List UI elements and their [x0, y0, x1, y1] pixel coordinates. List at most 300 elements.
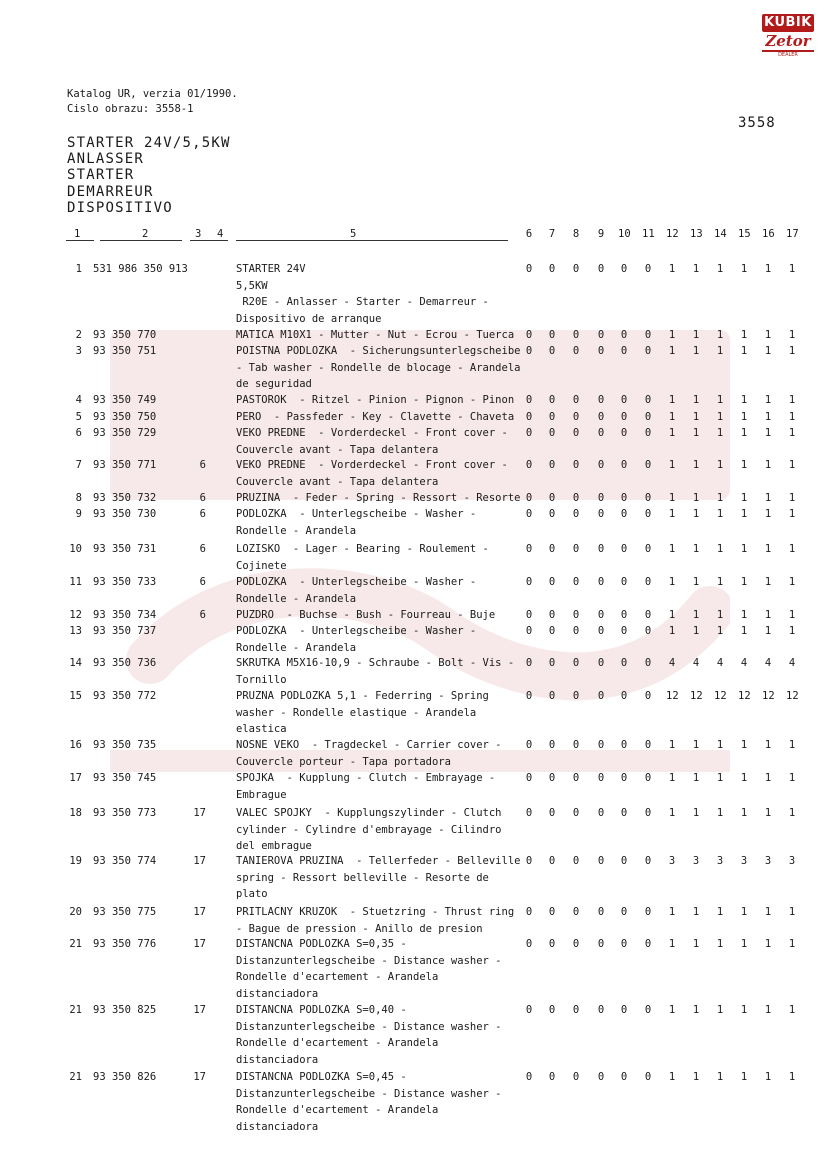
part-number: 93 350 775 — [93, 906, 157, 918]
quantity-cell: 1 — [716, 394, 724, 406]
quantity-cell: 0 — [597, 492, 605, 504]
quantity-cell: 4 — [740, 657, 748, 669]
quantity-cell: 0 — [525, 576, 533, 588]
quantity-cell: 1 — [788, 938, 796, 950]
quantity-cell: 1 — [668, 739, 676, 751]
quantity-cell: 1 — [692, 329, 700, 341]
quantity-cell: 0 — [525, 855, 533, 867]
quantity-cell: 1 — [668, 576, 676, 588]
part-description: LOZISKO - Lager - Bearing - Roulement - Cojinete — [236, 543, 489, 572]
quantity-cell: 1 — [788, 427, 796, 439]
quantity-cell: 1 — [716, 1071, 724, 1083]
part-number: 93 350 770 — [93, 329, 157, 341]
quantity-cell: 0 — [572, 609, 580, 621]
part-description: DISTANCNA PODLOZKA S=0,40 - Distanzunterlegscheibe - Distance washer - Rondelle d'ecartement - Arandela distanciadora — [236, 1004, 502, 1066]
title-es: DISPOSITIVO — [67, 199, 173, 216]
quantity-cell: 4 — [764, 657, 772, 669]
quantity-cell: 0 — [548, 492, 556, 504]
ref-column: 17 — [193, 807, 206, 819]
quantity-cell: 1 — [716, 576, 724, 588]
quantity-cell: 1 — [716, 772, 724, 784]
quantity-cell: 1 — [740, 345, 748, 357]
quantity-cell: 0 — [644, 609, 652, 621]
quantity-cell: 1 — [788, 459, 796, 471]
qty-col-header: 11 — [642, 228, 655, 240]
quantity-cell: 0 — [620, 609, 628, 621]
ref-column: 17 — [193, 855, 206, 867]
quantity-cell: 0 — [620, 459, 628, 471]
quantity-cell: 0 — [644, 1004, 652, 1016]
quantity-cell: 0 — [525, 508, 533, 520]
quantity-cell: 0 — [548, 1071, 556, 1083]
quantity-cell: 0 — [548, 345, 556, 357]
quantity-cell: 0 — [597, 394, 605, 406]
quantity-cell: 1 — [764, 345, 772, 357]
quantity-cell: 1 — [692, 263, 700, 275]
quantity-cell: 1 — [716, 938, 724, 950]
quantity-cell: 1 — [668, 263, 676, 275]
part-description: SPOJKA - Kupplung - Clutch - Embrayage - Embrague — [236, 772, 496, 801]
quantity-cell: 0 — [620, 1071, 628, 1083]
quantity-cell: 1 — [668, 807, 676, 819]
quantity-cell: 0 — [597, 459, 605, 471]
ref-column: 17 — [193, 938, 206, 950]
header-rule — [190, 240, 228, 241]
quantity-cell: 0 — [548, 807, 556, 819]
part-number: 93 350 750 — [93, 411, 157, 423]
item-number: 13 — [69, 625, 82, 637]
quantity-cell: 12 — [714, 690, 727, 702]
item-number: 3 — [75, 345, 82, 357]
part-number: 93 350 749 — [93, 394, 157, 406]
quantity-cell: 1 — [716, 1004, 724, 1016]
quantity-cell: 0 — [644, 739, 652, 751]
quantity-cell: 1 — [740, 1071, 748, 1083]
quantity-cell: 1 — [740, 329, 748, 341]
quantity-cell: 0 — [525, 492, 533, 504]
quantity-cell: 1 — [788, 625, 796, 637]
quantity-cell: 0 — [548, 657, 556, 669]
quantity-cell: 0 — [620, 625, 628, 637]
quantity-cell: 1 — [668, 459, 676, 471]
part-number: 93 350 774 — [93, 855, 157, 867]
quantity-cell: 1 — [716, 609, 724, 621]
quantity-cell: 1 — [692, 427, 700, 439]
quantity-cell: 0 — [572, 855, 580, 867]
part-description: POISTNA PODLOZKA - Sicherungsunterlegscheibe - Tab washer - Rondelle de blocage - Arandela de seguridad — [236, 345, 521, 390]
part-description: PASTOROK - Ritzel - Pinion - Pignon - Pinon — [236, 394, 515, 406]
part-number: 93 350 751 — [93, 345, 157, 357]
quantity-cell: 0 — [644, 938, 652, 950]
part-number: 93 350 729 — [93, 427, 157, 439]
quantity-cell: 0 — [644, 906, 652, 918]
quantity-cell: 1 — [716, 807, 724, 819]
quantity-cell: 1 — [692, 576, 700, 588]
part-number: 93 350 737 — [93, 625, 157, 637]
catalog-version: Katalog UR, verzia 01/1990. — [67, 88, 238, 100]
quantity-cell: 1 — [692, 807, 700, 819]
quantity-cell: 3 — [716, 855, 724, 867]
quantity-cell: 1 — [716, 492, 724, 504]
quantity-cell: 0 — [572, 508, 580, 520]
quantity-cell: 1 — [788, 508, 796, 520]
quantity-cell: 1 — [788, 739, 796, 751]
ref-column: 6 — [199, 543, 206, 555]
quantity-cell: 1 — [692, 906, 700, 918]
quantity-cell: 0 — [597, 690, 605, 702]
quantity-cell: 1 — [788, 263, 796, 275]
quantity-cell: 0 — [620, 576, 628, 588]
title-en: STARTER — [67, 167, 135, 184]
quantity-cell: 0 — [644, 1071, 652, 1083]
quantity-cell: 1 — [740, 807, 748, 819]
part-description: SKRUTKA M5X16-10,9 - Schraube - Bolt - Vis - Tornillo — [236, 657, 515, 686]
quantity-cell: 0 — [525, 906, 533, 918]
quantity-cell: 0 — [525, 543, 533, 555]
quantity-cell: 1 — [764, 739, 772, 751]
quantity-cell: 0 — [597, 807, 605, 819]
quantity-cell: 1 — [740, 609, 748, 621]
quantity-cell: 1 — [692, 1071, 700, 1083]
item-number: 21 — [69, 1004, 82, 1016]
quantity-cell: 0 — [525, 938, 533, 950]
quantity-cell: 1 — [788, 576, 796, 588]
quantity-cell: 0 — [597, 263, 605, 275]
quantity-cell: 1 — [740, 411, 748, 423]
quantity-cell: 0 — [644, 411, 652, 423]
part-number: 93 350 826 — [93, 1071, 157, 1083]
ref-column: 6 — [199, 609, 206, 621]
logo-zetor-text: Zetor — [765, 32, 811, 50]
logo-dealer-text: DEALER — [762, 50, 814, 59]
quantity-cell: 0 — [620, 690, 628, 702]
quantity-cell: 0 — [525, 411, 533, 423]
qty-col-header: 8 — [572, 228, 580, 240]
quantity-cell: 0 — [548, 427, 556, 439]
quantity-cell: 0 — [620, 263, 628, 275]
quantity-cell: 1 — [788, 906, 796, 918]
quantity-cell: 0 — [572, 543, 580, 555]
quantity-cell: 1 — [764, 492, 772, 504]
item-number: 17 — [69, 772, 82, 784]
quantity-cell: 0 — [572, 345, 580, 357]
quantity-cell: 0 — [644, 657, 652, 669]
quantity-cell: 1 — [668, 394, 676, 406]
quantity-cell: 0 — [525, 345, 533, 357]
quantity-cell: 1 — [692, 394, 700, 406]
quantity-cell: 0 — [572, 657, 580, 669]
quantity-cell: 0 — [572, 263, 580, 275]
quantity-cell: 0 — [525, 807, 533, 819]
quantity-cell: 1 — [764, 394, 772, 406]
item-number: 16 — [69, 739, 82, 751]
quantity-cell: 1 — [764, 427, 772, 439]
quantity-cell: 1 — [692, 411, 700, 423]
quantity-cell: 0 — [572, 739, 580, 751]
quantity-cell: 1 — [764, 459, 772, 471]
ref-column: 17 — [193, 1071, 206, 1083]
quantity-cell: 1 — [692, 492, 700, 504]
qty-col-header: 13 — [690, 228, 703, 240]
quantity-cell: 0 — [525, 690, 533, 702]
quantity-cell: 0 — [597, 855, 605, 867]
item-number: 9 — [75, 508, 82, 520]
col-header-5: 5 — [350, 228, 357, 240]
quantity-cell: 1 — [788, 772, 796, 784]
part-description: PRUZNA PODLOZKA 5,1 - Federring - Spring washer - Rondelle elastique - Arandela elastica — [236, 690, 489, 735]
quantity-cell: 0 — [525, 459, 533, 471]
part-description: NOSNE VEKO - Tragdeckel - Carrier cover - Couvercle porteur - Tapa portadora — [236, 739, 502, 768]
quantity-cell: 1 — [692, 508, 700, 520]
quantity-cell: 0 — [620, 772, 628, 784]
quantity-cell: 0 — [525, 329, 533, 341]
quantity-cell: 1 — [668, 938, 676, 950]
part-number: 93 350 771 — [93, 459, 157, 471]
quantity-cell: 0 — [548, 625, 556, 637]
part-description: PRITLACNY KRUZOK - Stuetzring - Thrust ring - Bague de pression - Anillo de presion — [236, 906, 515, 935]
item-number: 8 — [75, 492, 82, 504]
quantity-cell: 0 — [597, 1071, 605, 1083]
quantity-cell: 0 — [620, 508, 628, 520]
quantity-cell: 0 — [597, 543, 605, 555]
part-description: TANIEROVA PRUZINA - Tellerfeder - Belleville spring - Ressort belleville - Resorte de plato — [236, 855, 521, 900]
part-description: DISTANCNA PODLOZKA S=0,45 - Distanzunterlegscheibe - Distance washer - Rondelle d'ecartement - Arandela distanciadora — [236, 1071, 502, 1133]
quantity-cell: 1 — [716, 739, 724, 751]
item-number: 7 — [75, 459, 82, 471]
quantity-cell: 0 — [597, 739, 605, 751]
quantity-cell: 1 — [716, 263, 724, 275]
quantity-cell: 0 — [597, 508, 605, 520]
quantity-cell: 3 — [740, 855, 748, 867]
quantity-cell: 1 — [692, 459, 700, 471]
ref-column: 17 — [193, 1004, 206, 1016]
quantity-cell: 0 — [644, 459, 652, 471]
quantity-cell: 0 — [572, 459, 580, 471]
quantity-cell: 0 — [620, 1004, 628, 1016]
part-number: 93 350 730 — [93, 508, 157, 520]
ref-column: 6 — [199, 492, 206, 504]
quantity-cell: 1 — [788, 411, 796, 423]
quantity-cell: 0 — [548, 394, 556, 406]
part-number: 93 350 735 — [93, 739, 157, 751]
quantity-cell: 3 — [764, 855, 772, 867]
ref-column: 6 — [199, 459, 206, 471]
quantity-cell: 1 — [740, 459, 748, 471]
item-number: 15 — [69, 690, 82, 702]
quantity-cell: 12 — [666, 690, 679, 702]
quantity-cell: 4 — [668, 657, 676, 669]
quantity-cell: 0 — [572, 394, 580, 406]
quantity-cell: 3 — [668, 855, 676, 867]
quantity-cell: 0 — [525, 657, 533, 669]
col-header-1: 1 — [74, 228, 81, 240]
quantity-cell: 0 — [644, 690, 652, 702]
item-number: 2 — [75, 329, 82, 341]
part-number: 93 350 825 — [93, 1004, 157, 1016]
quantity-cell: 1 — [668, 345, 676, 357]
item-number: 20 — [69, 906, 82, 918]
logo-kubik-text: KUBIK — [762, 14, 814, 32]
quantity-cell: 1 — [692, 1004, 700, 1016]
quantity-cell: 3 — [692, 855, 700, 867]
quantity-cell: 0 — [525, 609, 533, 621]
quantity-cell: 0 — [597, 411, 605, 423]
quantity-cell: 0 — [548, 411, 556, 423]
part-description: PRUZINA - Feder - Spring - Ressort - Resorte — [236, 492, 521, 504]
item-number: 14 — [69, 657, 82, 669]
item-number: 18 — [69, 807, 82, 819]
part-description: VEKO PREDNE - Vorderdeckel - Front cover - Couvercle avant - Tapa delantera — [236, 427, 508, 456]
part-description: VEKO PREDNE - Vorderdeckel - Front cover - Couvercle avant - Tapa delantera — [236, 459, 508, 488]
qty-col-header: 16 — [762, 228, 775, 240]
quantity-cell: 0 — [572, 1071, 580, 1083]
quantity-cell: 1 — [788, 329, 796, 341]
quantity-cell: 0 — [525, 772, 533, 784]
quantity-cell: 1 — [716, 411, 724, 423]
quantity-cell: 0 — [572, 329, 580, 341]
quantity-cell: 0 — [572, 807, 580, 819]
quantity-cell: 4 — [692, 657, 700, 669]
quantity-cell: 0 — [572, 938, 580, 950]
quantity-cell: 0 — [525, 1071, 533, 1083]
qty-col-header: 15 — [738, 228, 751, 240]
quantity-cell: 0 — [597, 657, 605, 669]
quantity-cell: 1 — [692, 772, 700, 784]
quantity-cell: 1 — [764, 411, 772, 423]
quantity-cell: 0 — [548, 508, 556, 520]
quantity-cell: 1 — [740, 508, 748, 520]
part-number: 93 350 772 — [93, 690, 157, 702]
header-rule — [100, 240, 182, 241]
qty-col-header: 10 — [618, 228, 631, 240]
quantity-cell: 0 — [548, 690, 556, 702]
col-header-3: 3 — [195, 228, 202, 240]
quantity-cell: 1 — [764, 938, 772, 950]
kubik-zetor-logo — [762, 14, 814, 66]
quantity-cell: 0 — [548, 329, 556, 341]
item-number: 5 — [75, 411, 82, 423]
quantity-cell: 1 — [740, 1004, 748, 1016]
item-number: 12 — [69, 609, 82, 621]
qty-col-header: 17 — [786, 228, 799, 240]
quantity-cell: 0 — [548, 459, 556, 471]
quantity-cell: 0 — [597, 906, 605, 918]
quantity-cell: 0 — [620, 739, 628, 751]
quantity-cell: 1 — [764, 807, 772, 819]
quantity-cell: 0 — [644, 576, 652, 588]
quantity-cell: 0 — [572, 427, 580, 439]
item-number: 1 — [75, 263, 82, 275]
quantity-cell: 1 — [764, 609, 772, 621]
quantity-cell: 0 — [572, 690, 580, 702]
quantity-cell: 0 — [548, 855, 556, 867]
quantity-cell: 0 — [597, 345, 605, 357]
quantity-cell: 0 — [644, 807, 652, 819]
quantity-cell: 0 — [620, 543, 628, 555]
quantity-cell: 1 — [764, 508, 772, 520]
quantity-cell: 0 — [644, 263, 652, 275]
quantity-cell: 0 — [548, 609, 556, 621]
quantity-cell: 0 — [597, 427, 605, 439]
figure-reference: Cislo obrazu: 3558-1 — [67, 103, 194, 115]
quantity-cell: 0 — [597, 772, 605, 784]
quantity-cell: 1 — [788, 492, 796, 504]
quantity-cell: 0 — [644, 394, 652, 406]
quantity-cell: 0 — [572, 625, 580, 637]
quantity-cell: 0 — [597, 625, 605, 637]
quantity-cell: 1 — [692, 625, 700, 637]
part-number: 93 350 731 — [93, 543, 157, 555]
part-description: PUZDRO - Buchse - Bush - Fourreau - Buje — [236, 609, 496, 621]
figure-number: 3558 — [738, 115, 776, 131]
ref-column: 6 — [199, 508, 206, 520]
part-description: PERO - Passfeder - Key - Clavette - Chaveta — [236, 411, 515, 423]
quantity-cell: 3 — [788, 855, 796, 867]
title-de: ANLASSER — [67, 151, 145, 168]
quantity-cell: 1 — [716, 329, 724, 341]
quantity-cell: 1 — [764, 576, 772, 588]
quantity-cell: 0 — [597, 329, 605, 341]
part-number: 93 350 733 — [93, 576, 157, 588]
quantity-cell: 12 — [690, 690, 703, 702]
quantity-cell: 0 — [644, 329, 652, 341]
part-number: 93 350 734 — [93, 609, 157, 621]
quantity-cell: 0 — [572, 576, 580, 588]
quantity-cell: 1 — [788, 609, 796, 621]
quantity-cell: 1 — [668, 1071, 676, 1083]
quantity-cell: 0 — [548, 543, 556, 555]
quantity-cell: 1 — [740, 492, 748, 504]
part-description: VALEC SPOJKY - Kupplungszylinder - Clutch cylinder - Cylindre d'embrayage - Cilindro del embrague — [236, 807, 502, 852]
quantity-cell: 1 — [668, 1004, 676, 1016]
ref-column: 17 — [193, 906, 206, 918]
quantity-cell: 0 — [597, 576, 605, 588]
quantity-cell: 1 — [692, 938, 700, 950]
part-description: MATICA M10X1 - Mutter - Nut - Ecrou - Tuerca — [236, 329, 515, 341]
quantity-cell: 1 — [716, 508, 724, 520]
quantity-cell: 1 — [716, 459, 724, 471]
quantity-cell: 1 — [740, 427, 748, 439]
quantity-cell: 4 — [788, 657, 796, 669]
quantity-cell: 0 — [620, 329, 628, 341]
quantity-cell: 1 — [668, 609, 676, 621]
quantity-cell: 0 — [548, 576, 556, 588]
quantity-cell: 1 — [764, 772, 772, 784]
quantity-cell: 0 — [644, 543, 652, 555]
item-number: 6 — [75, 427, 82, 439]
quantity-cell: 1 — [692, 345, 700, 357]
quantity-cell: 1 — [764, 906, 772, 918]
quantity-cell: 0 — [597, 609, 605, 621]
quantity-cell: 0 — [644, 625, 652, 637]
document-titles — [67, 135, 231, 216]
quantity-cell: 1 — [788, 1071, 796, 1083]
quantity-cell: 0 — [525, 625, 533, 637]
quantity-cell: 0 — [644, 492, 652, 504]
quantity-cell: 0 — [548, 772, 556, 784]
quantity-cell: 0 — [644, 855, 652, 867]
quantity-cell: 0 — [572, 906, 580, 918]
quantity-cell: 4 — [716, 657, 724, 669]
part-number: 531 986 350 913 — [93, 263, 188, 275]
quantity-cell: 0 — [620, 411, 628, 423]
item-number: 21 — [69, 938, 82, 950]
quantity-cell: 1 — [740, 772, 748, 784]
part-description: PODLOZKA - Unterlegscheibe - Washer - Rondelle - Arandela — [236, 625, 477, 654]
quantity-cell: 12 — [762, 690, 775, 702]
quantity-cell: 1 — [764, 625, 772, 637]
quantity-cell: 0 — [620, 807, 628, 819]
